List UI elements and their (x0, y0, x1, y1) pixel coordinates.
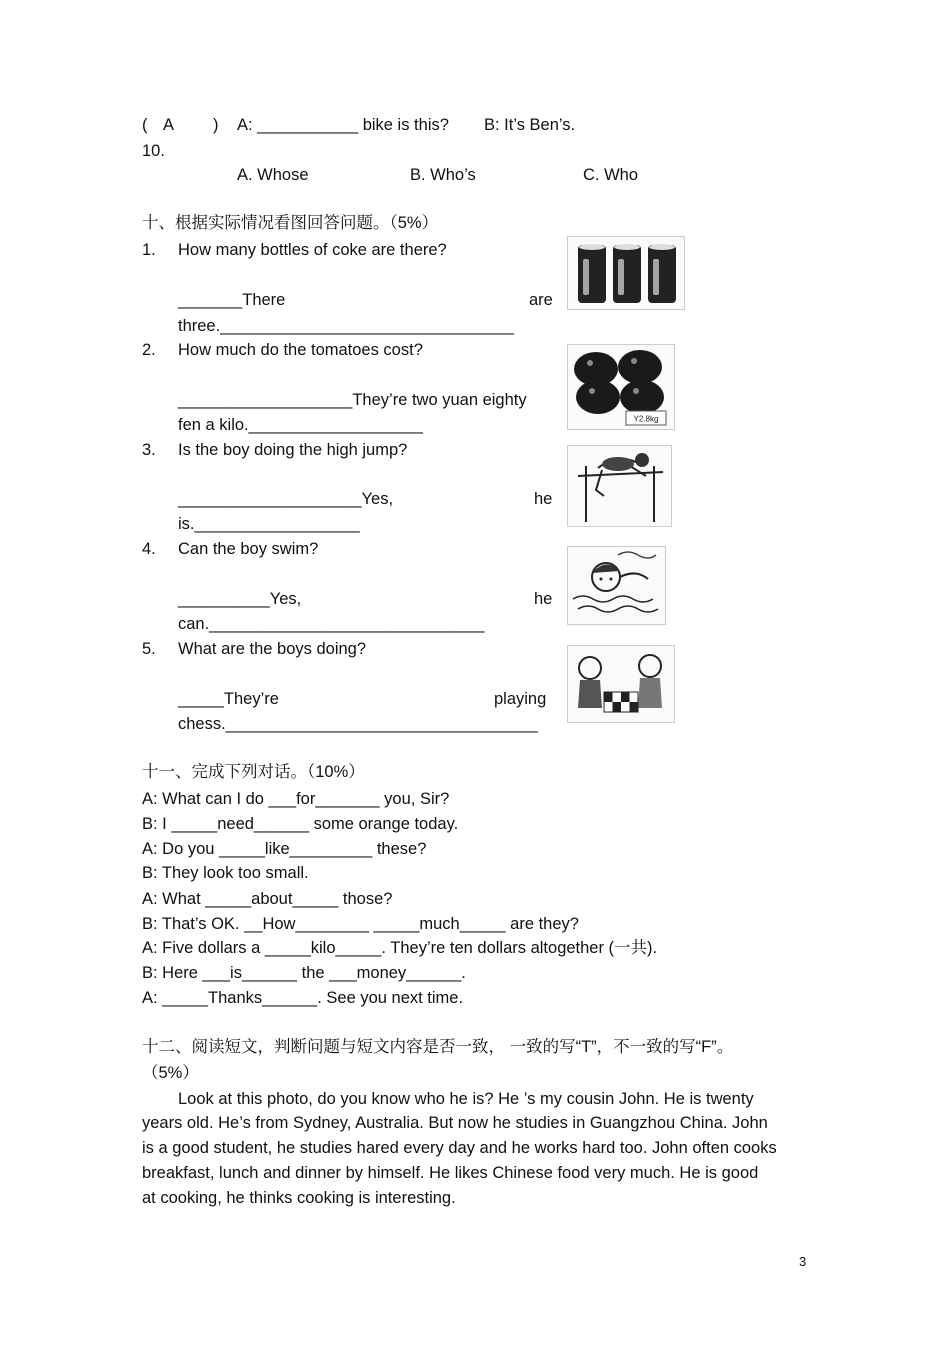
item1-answer-left: _______There (178, 291, 286, 309)
price-tag-label: Y2.8kg (633, 414, 659, 424)
q10-paren-close: ) (213, 116, 219, 134)
q10-number: 10. (142, 142, 165, 160)
dialogue-line: A: What _____about_____ those? (142, 890, 393, 908)
item5-answer-left: _____They’re (178, 690, 279, 708)
dialogue-line: A: Five dollars a _____kilo_____. They’re ten dollars altogether (一共). (142, 939, 658, 957)
section12-heading-score: （5%） (142, 1064, 199, 1082)
item1-number: 1. (142, 241, 156, 259)
passage-line: years old. He’s from Sydney, Australia. But now he studies in Guangzhou China. John (142, 1114, 768, 1132)
item1-question: How many bottles of coke are there? (178, 241, 447, 259)
item5-answer-right: playing (494, 690, 547, 708)
item2-answer-line2: fen a kilo.___________________ (178, 416, 423, 434)
section10-heading: 十、根据实际情况看图回答问题。（5%） (142, 214, 439, 232)
high-jump-image (567, 445, 672, 527)
dialogue-line: A: _____Thanks______. See you next time. (142, 989, 464, 1007)
section12-heading: 十二、阅读短文，判断问题与短文内容是否一致， 一致的写“T”，不一致的写“F”。 (142, 1038, 734, 1056)
q10-question: A: ___________ bike is this? (237, 116, 449, 134)
item3-answer-left: ____________________Yes, (178, 490, 394, 508)
item3-answer-right: he (534, 490, 553, 508)
q10-option-b: B. Who’s (410, 166, 476, 184)
passage-line: is a good student, he studies hared every day and he works hard too. John often cooks (142, 1139, 777, 1157)
passage-line: at cooking, he thinks cooking is interesting. (142, 1189, 456, 1207)
passage-line: Look at this photo, do you know who he is? He ’s my cousin John. He is twenty (178, 1090, 754, 1108)
chess-boys-image (567, 645, 675, 723)
dialogue-line: A: Do you _____like_________ these? (142, 840, 427, 858)
passage-line: breakfast, lunch and dinner by himself. He likes Chinese food very much. He is good (142, 1164, 759, 1182)
item3-number: 3. (142, 441, 156, 459)
dialogue-line: B: That’s OK. __How________ _____much_____ are they? (142, 915, 579, 933)
section11-heading: 十一、完成下列对话。（10%） (142, 763, 365, 781)
q10-answer: A (163, 116, 175, 134)
item4-answer-left: __________Yes, (178, 590, 302, 608)
q10-option-a: A. Whose (237, 166, 309, 184)
item3-question: Is the boy doing the high jump? (178, 441, 408, 459)
dialogue-line: B: I _____need______ some orange today. (142, 815, 459, 833)
q10-paren-open: ( (142, 116, 148, 134)
swimming-boy-image (567, 546, 666, 625)
item1-answer-line2: three.________________________________ (178, 317, 514, 335)
item5-answer-line2: chess.__________________________________ (178, 715, 538, 733)
item3-answer-line2: is.__________________ (178, 515, 360, 533)
dialogue-line: A: What can I do ___for_______ you, Sir? (142, 790, 450, 808)
item5-question: What are the boys doing? (178, 640, 367, 658)
q10-option-c: C. Who (583, 166, 639, 184)
item1-answer-right: are (529, 291, 553, 309)
tomatoes-image (567, 344, 675, 430)
page-number: 3 (799, 1254, 807, 1269)
item4-number: 4. (142, 540, 156, 558)
q10-reply: B: It’s Ben’s. (484, 116, 576, 134)
item4-question: Can the boy swim? (178, 540, 319, 558)
item2-question: How much do the tomatoes cost? (178, 341, 423, 359)
item4-answer-line2: can.______________________________ (178, 615, 485, 633)
dialogue-line: B: Here ___is______ the ___money______. (142, 964, 466, 982)
coke-cans-image (567, 236, 685, 310)
item2-number: 2. (142, 341, 156, 359)
item4-answer-right: he (534, 590, 553, 608)
item5-number: 5. (142, 640, 156, 658)
dialogue-line: B: They look too small. (142, 864, 309, 882)
item2-answer-left: ___________________They’re two yuan eighty (178, 391, 527, 409)
